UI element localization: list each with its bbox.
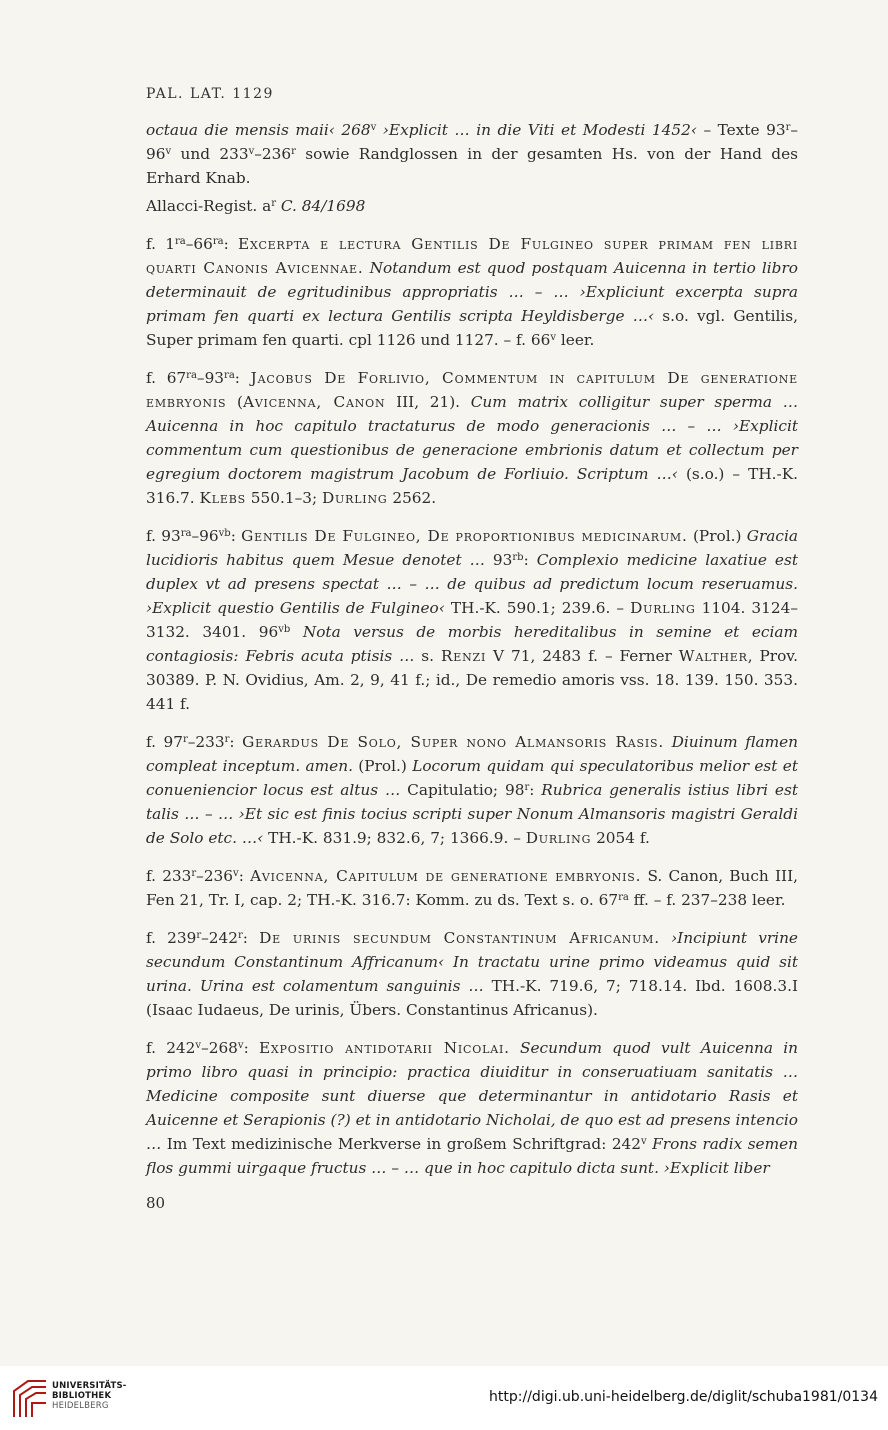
library-logo-icon [10,1377,50,1421]
page-number: 80 [146,1194,166,1212]
library-name: UNIVERSITÄTS- BIBLIOTHEK HEIDELBERG [52,1381,127,1411]
intro-paragraph: octaua die mensis maii‹ 268$^v$ ›Explicit … in die Viti et Modesti 1452‹ – Texte 93$^r$–96$^v$ und 233$^v$–236$^r$ sowie Randglossen in der gesamten Hs. von der Hand des Erhard Knab. [146,121,799,187]
catalog-entry: f. 242$^v$–268$^v$: Expositio antidotarii Nicolai. Secundum quod vult Auicenna in primo libro quasi in principio: practica diuiditur in conseruatiuam sanitatis … Medicine composite sunt diuerse que determinantur in antidotario Rasis et Auicenne et Serapionis (?) et in antidotario Nicholai, de quo est ad presens intencio … Im Text medizinische Merkverse in großem Schriftgrad: 242$^v$ Frons radix semen flos gummi uirgaque fructus … – … que in hoc capitulo dicta sunt. ›Explicit liber [146,1039,799,1177]
catalog-entry: f. 97$^r$–233$^r$: Gerardus De Solo, Super nono Almansoris Rasis. Diuinum flamen compleat inceptum. amen. (Prol.) Locorum quidam qui speculatoribus melior est et conueniencior locus est altus … Capitulatio; 98$^r$: Rubrica generalis istius libri est talis … – … ›Et sic est finis tocius scripti super Nonum Almansoris magistri Geraldi de Solo etc. …‹ TH.-K. 831.9; 832.6, 7; 1366.9. – Durling 2054 f. [146,733,798,847]
running-title: PAL. LAT. 1129 [146,86,274,102]
manuscript-entries [146,232,798,1180]
catalog-entry: f. $93^{ra}-96^{vb}$: Gentilis De Fulgineo, De proportionibus medicinarum. (Prol.) Gracia lucidioris habitus quem Mesue denotet … $93^{rb}$: Complexio medicine laxatiue est duplex vt ad presens spectat … – … de quibus ad predictum locum reseruamus. ›Explicit questio Gentilis de Fulgineo‹ TH.-K. 590.1; 239.6. – Durling 1104. 3124–3132. 3401. $96^{vb}$ Nota versus de morbis hereditalibus in semine et eciam contagiosis: Febris acuta ptisis … s. Renzi V 71, 2483 f. – Ferner Walther, Prov. 30389. P. N. Ovidius, Am. 2, 9, 41 f.; id., De remedio amoris vss. 18. 139. 150. 353. 441 f. [146,527,798,713]
catalog-text [146,118,798,1192]
catalog-entry: f. 239$^r$–242$^r$: De urinis secundum Constantinum Africanum. ›Incipiunt vrine secundum Constantinum Affricanum‹ In tractatu urine primo videamus quid sit urina. Urina est colamentum sanguinis … TH.-K. 719.6, 7; 718.14. Ibd. 1608.3.I (Isaac Iudaeus, De urinis, Übers. Constantinus Africanus). [146,929,798,1019]
allacci-register: Allacci-Regist. $a^r$ C. 84/1698 [146,197,366,215]
catalog-entry: f. $1^{ra}-66^{ra}$: Excerpta e lectura Gentilis De Fulgineo super primam fen libri quarti Canonis Avicennae. Notandum est quod postquam Auicenna in tertio libro determinauit de egritudinibus appropriatis … – … ›Expliciunt excerpta supra primam fen quarti ex lectura Gentilis scripta Heyldisberge …‹ s.o. vgl. Gentilis, Super primam fen quarti. cpl 1126 und 1127. – f. 66$^v$ leer. [146,235,798,349]
catalog-entry: f. 233$^r$–236$^v$: Avicenna, Capitulum de generatione embryonis. S. Canon, Buch III, Fen 21, Tr. I, cap. 2; TH.-K. 316.7: Komm. zu ds. Text s. o. $67^{ra}$ ff. – f. 237–238 leer. [146,867,798,909]
source-url-link[interactable]: http://digi.ub.uni-heidelberg.de/diglit/schuba1981/0134 [489,1389,878,1405]
catalog-entry: f. $67^{ra}-93^{ra}$: Jacobus De Forlivio, Commentum in capitulum De generatione embryonis (Avicenna, Canon III, 21). Cum matrix colligitur super sperma … Auicenna in hoc capitulo tractaturus de modo generacionis … – … ›Explicit commentum cum questionibus de generacione embrionis datum et collectum per egregium doctorem magistrum Jacobum de Forliuio. Scriptum …‹ (s.o.) – TH.-K. 316.7. Klebs 550.1–3; Durling 2562. [146,369,798,507]
